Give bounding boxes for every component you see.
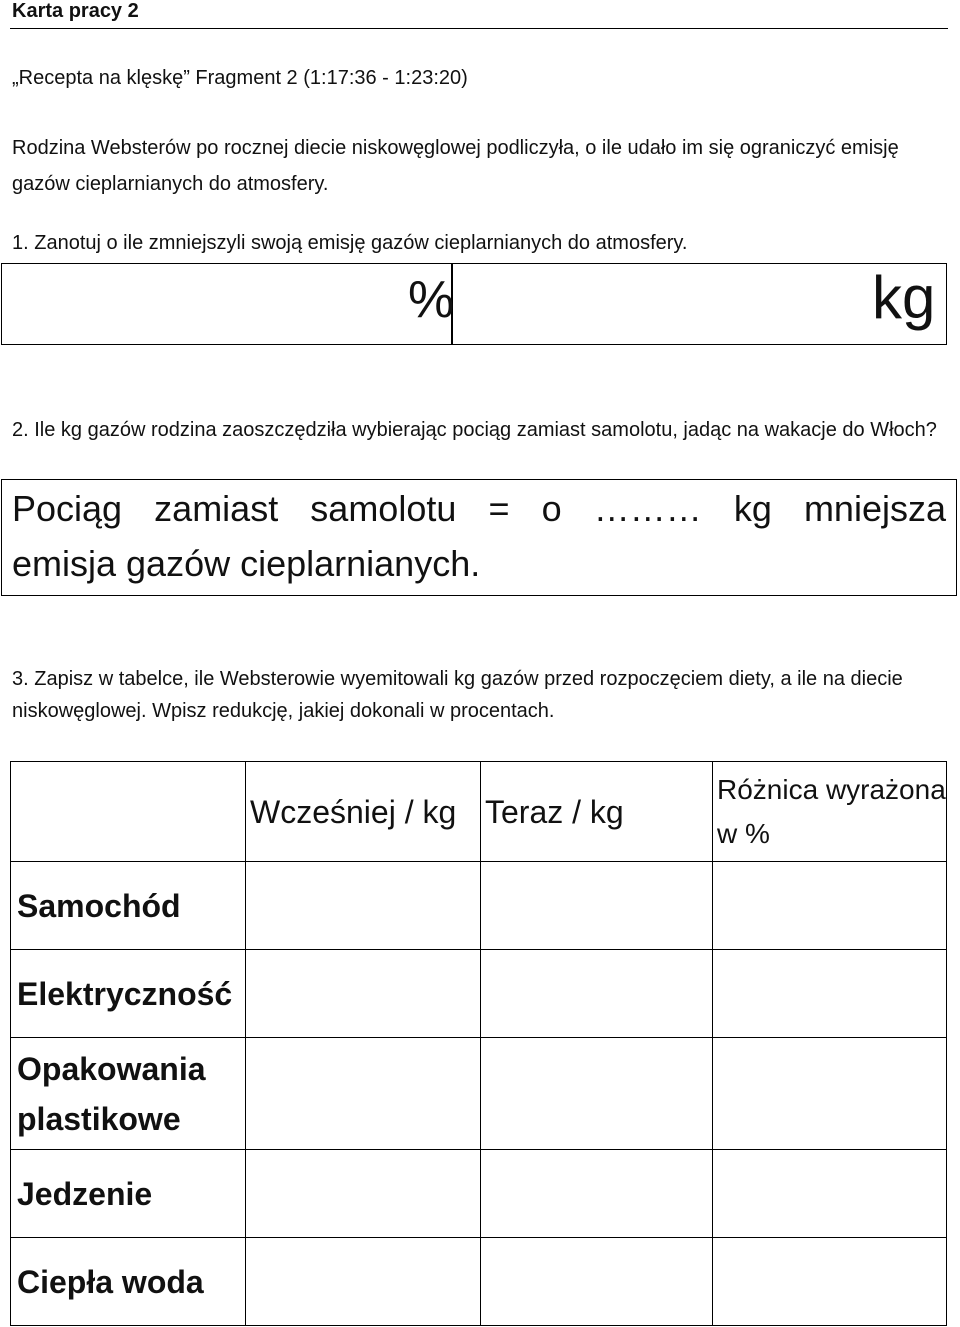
table-input-cell[interactable] <box>481 862 713 950</box>
table-input-cell[interactable] <box>246 1150 481 1238</box>
table-input-cell[interactable] <box>246 1238 481 1326</box>
row-label: Opakowania plastikowe <box>11 1038 246 1150</box>
answer-word: = <box>488 488 510 529</box>
answer-word: kg <box>733 488 772 529</box>
answer-blank[interactable]: ……… <box>593 488 702 529</box>
table-input-cell[interactable] <box>713 862 947 950</box>
task-2-answer-line-1 <box>12 484 946 534</box>
answer-word: zamiast <box>154 488 279 529</box>
table-input-cell[interactable] <box>713 1150 947 1238</box>
table-input-cell[interactable] <box>713 950 947 1038</box>
table-input-cell[interactable] <box>246 1038 481 1150</box>
table-row <box>11 1038 947 1150</box>
table-input-cell[interactable] <box>481 1038 713 1150</box>
task-3-text: 3. Zapisz w tabelce, ile Websterowie wyemitowali kg gazów przed rozpoczęciem diety, a ile na diecie niskowęglowej. Wpisz redukcję, jakiej dokonali w procentach. <box>12 668 903 722</box>
answer-word: Pociąg <box>12 488 123 529</box>
task-1-answer-box[interactable] <box>1 263 947 345</box>
row-label: Samochód <box>11 862 246 950</box>
column-header-label: Teraz / kg <box>485 793 624 830</box>
row-label: Jedzenie <box>11 1150 246 1238</box>
task-1-kg-unit: kg <box>872 264 936 331</box>
table-header-row <box>11 762 947 862</box>
header-divider <box>10 28 948 29</box>
table-input-cell[interactable] <box>481 1238 713 1326</box>
worksheet-title: Karta pracy 2 <box>12 0 139 22</box>
table-input-cell[interactable] <box>713 1038 947 1150</box>
answer-word: mniejsza <box>803 488 946 529</box>
column-header-label: Różnica wyrażona w % <box>717 773 946 849</box>
task-1-percent-unit: % <box>408 271 455 329</box>
intro-paragraph: Rodzina Websterów po rocznej diecie niskowęglowej podliczyła, o ile udało im się ograniczyć emisję gazów cieplarnianych do atmosfery. <box>12 137 899 195</box>
answer-word: o <box>541 488 562 529</box>
table-input-cell[interactable] <box>246 950 481 1038</box>
task-2-answer-line-2: emisja gazów cieplarnianych. <box>12 543 481 584</box>
film-fragment-subtitle: „Recepta na klęskę” Fragment 2 (1:17:36 - 1:23:20) <box>12 67 468 89</box>
task-1-text: 1. Zanotuj o ile zmniejszyli swoją emisję gazów cieplarnianych do atmosfery. <box>12 232 688 254</box>
column-header-before <box>246 762 481 862</box>
column-header-difference <box>713 762 947 862</box>
table-row <box>11 950 947 1038</box>
table-input-cell[interactable] <box>481 1150 713 1238</box>
table-input-cell[interactable] <box>713 1238 947 1326</box>
answer-word: samolotu <box>310 488 457 529</box>
column-header-now <box>481 762 713 862</box>
table-input-cell[interactable] <box>481 950 713 1038</box>
table-row <box>11 862 947 950</box>
column-header-label: Wcześniej / kg <box>250 793 457 830</box>
task-2-text: 2. Ile kg gazów rodzina zaoszczędziła wybierając pociąg zamiast samolotu, jadąc na wakacje do Włoch? <box>12 419 937 441</box>
emissions-table <box>10 761 947 1326</box>
row-label: Elektryczność <box>11 950 246 1038</box>
header-corner-cell <box>11 762 246 862</box>
row-label: Ciepła woda <box>11 1238 246 1326</box>
table-row <box>11 1238 947 1326</box>
table-row <box>11 1150 947 1238</box>
table-input-cell[interactable] <box>246 862 481 950</box>
